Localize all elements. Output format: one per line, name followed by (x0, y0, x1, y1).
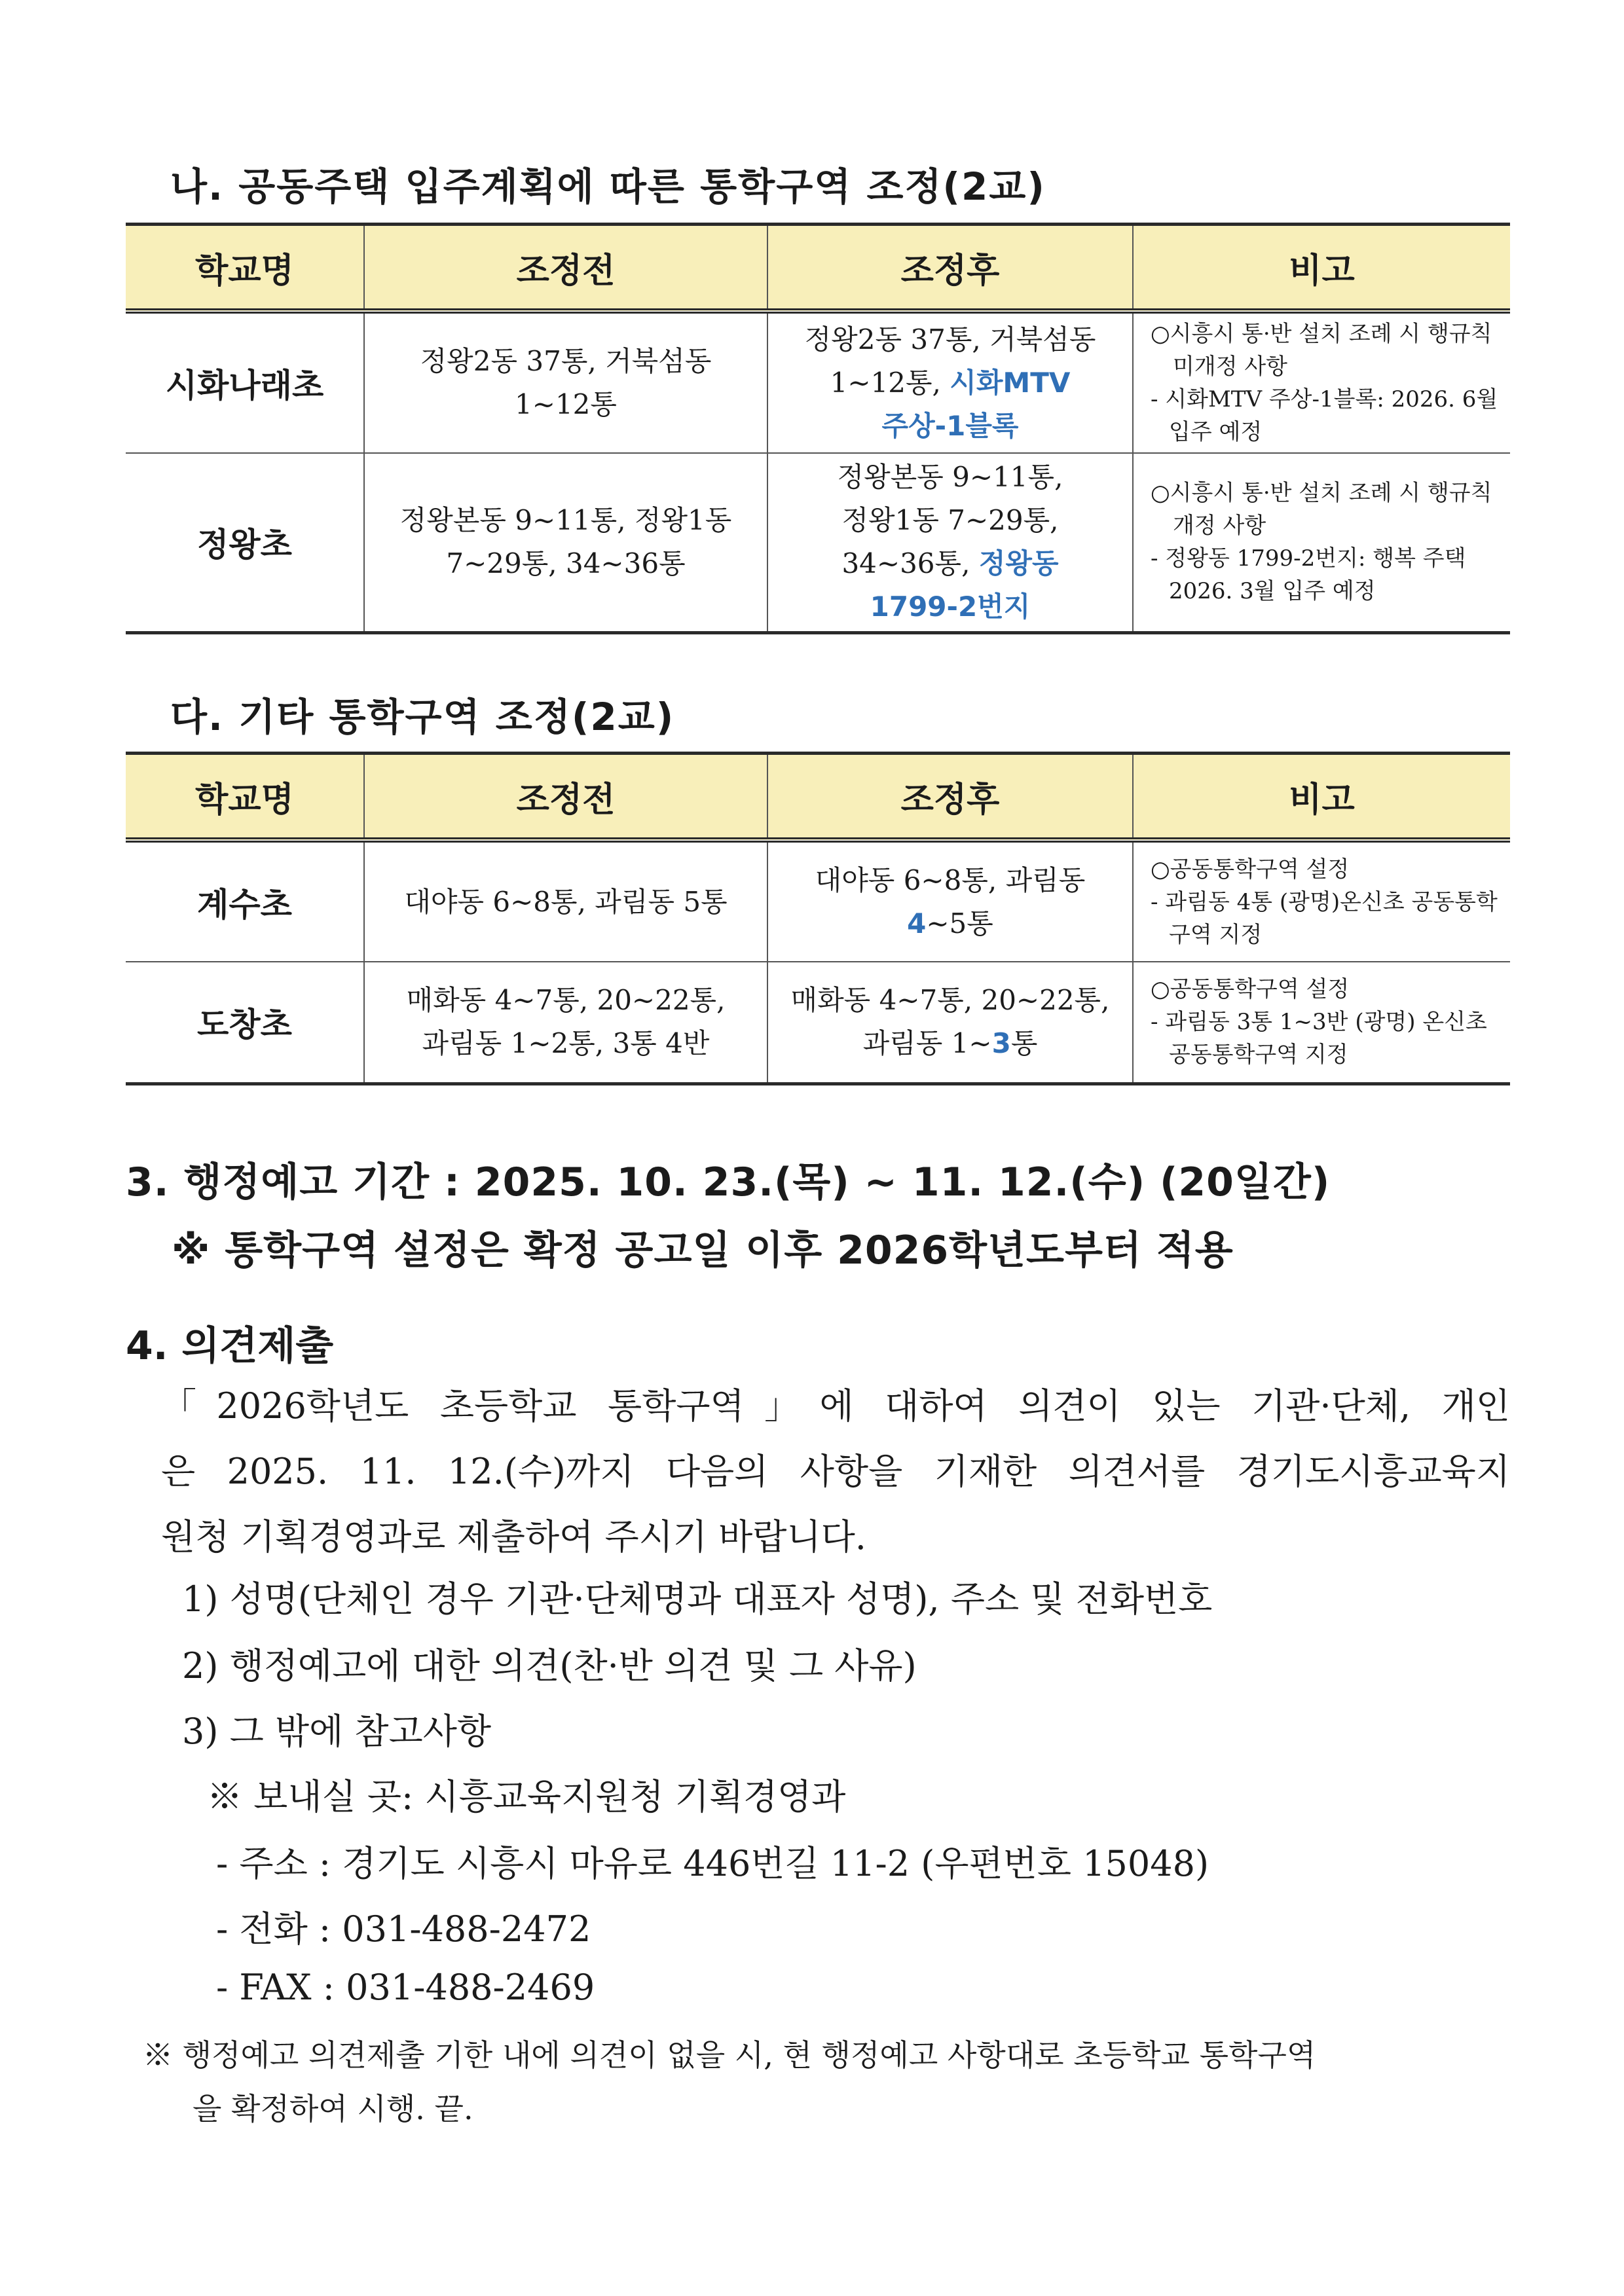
after-cell (767, 840, 1133, 962)
table-header-row (126, 754, 1510, 841)
header-after: 조정후 (767, 225, 1133, 312)
before-text: 정왕2동 37통, 거북섬동 (420, 345, 712, 377)
after-text: ~5통 (926, 907, 993, 939)
list-item: 3) 그 밖에 참고사항 (182, 1711, 492, 1752)
note-text: ○공동통학구역 설정 (1151, 976, 1350, 1003)
before-cell (364, 453, 767, 632)
note-cell (1133, 840, 1510, 962)
section3-title: 3. 행정예고 기간 : 2025. 10. 23.(목) ~ 11. 12.(수) (20일간) (126, 1159, 1331, 1205)
paragraph-line: 원청 기획경영과로 제출하여 주시기 바랍니다. (161, 1516, 866, 1558)
note-text: - 과림동 4통 (광명)온신초 공동통학구역 지정 (1151, 888, 1498, 948)
header-note: 비고 (1133, 225, 1510, 312)
after-highlight: 4 (907, 907, 927, 939)
table-row (126, 840, 1510, 962)
header-before: 조정전 (364, 225, 767, 312)
before-text: 대야동 6~8통, 과림동 5통 (404, 885, 728, 918)
after-highlight: 정왕동 (978, 547, 1059, 580)
after-text: 대야동 6~8통, 과림동 (815, 864, 1086, 896)
after-highlight: 1799-2번지 (870, 591, 1031, 623)
header-note: 비고 (1133, 754, 1510, 841)
before-text: 1~12통 (515, 388, 617, 420)
contact-phone: - 전화 : 031-488-2472 (216, 1908, 591, 1950)
section-na-title: 나. 공동주택 입주계획에 따른 통학구역 조정(2교) (170, 164, 1046, 209)
after-text: 통 (1010, 1027, 1038, 1060)
after-cell (767, 453, 1133, 632)
before-cell (364, 311, 767, 453)
header-before: 조정전 (364, 754, 767, 841)
list-item: 1) 성명(단체인 경우 기관·단체명과 대표자 성명), 주소 및 전화번호 (182, 1578, 1213, 1620)
contact-fax: - FAX : 031-488-2469 (216, 1967, 595, 2008)
before-text: 매화동 4~7통, 20~22통, (406, 984, 726, 1017)
contact-address: - 주소 : 경기도 시흥시 마유로 446번길 11-2 (우편번호 15048) (216, 1843, 1209, 1884)
table-row (126, 453, 1510, 632)
section4-paragraph (161, 1374, 1510, 1570)
before-cell (364, 962, 767, 1084)
section-da-title: 다. 기타 통학구역 조정(2교) (170, 695, 675, 739)
note-cell (1133, 962, 1510, 1084)
after-cell (767, 311, 1133, 453)
note-text: - 시화MTV 주상-1블록: 2026. 6월 입주 예정 (1151, 386, 1498, 445)
after-text: 정왕본동 9~11통, (837, 461, 1063, 494)
note-cell (1133, 453, 1510, 632)
table-other-adjustment (126, 752, 1510, 1085)
section3-note: ※ 통학구역 설정은 확정 공고일 이후 2026학년도부터 적용 (172, 1228, 1234, 1273)
before-text: 정왕본동 9~11통, 정왕1동 (399, 504, 732, 537)
note-cell (1133, 311, 1510, 453)
after-highlight: 주상-1블록 (881, 410, 1019, 442)
note-text: ○시흥시 통·반 설치 조례 시 행규칙 개정 사항 (1151, 480, 1492, 539)
table-housing-adjustment (126, 223, 1510, 634)
final-note-line: 을 확정하여 시행. 끝. (193, 2091, 473, 2126)
after-highlight: 시화MTV (950, 367, 1071, 399)
after-text: 정왕1동 7~29통, (841, 504, 1059, 537)
table-header-row (126, 225, 1510, 312)
note-text: - 과림동 3통 1~3반 (광명) 온신초 공동통학구역 지정 (1151, 1009, 1487, 1068)
note-text: - 정왕동 1799-2번지: 행복 주택 2026. 3월 입주 예정 (1151, 545, 1466, 605)
after-text: 정왕2동 37통, 거북섬동 (804, 323, 1096, 355)
paragraph-line: 은 2025. 11. 12.(수)까지 다음의 사항을 기재한 의견서를 경기도시흥교육지 (161, 1451, 1510, 1492)
note-text: ○시흥시 통·반 설치 조례 시 행규칙 미개정 사항 (1151, 321, 1492, 380)
section4-title: 4. 의견제출 (126, 1323, 334, 1369)
final-note-line: ※ 행정예고 의견제출 기한 내에 의견이 없을 시, 현 행정예고 사항대로 초등학교 통학구역 (143, 2037, 1316, 2073)
list-item: 2) 행정예고에 대한 의견(찬·반 의견 및 그 사유) (182, 1645, 917, 1686)
after-text: 과림동 1~ (862, 1027, 992, 1060)
before-text: 과림동 1~2통, 3통 4반 (422, 1027, 710, 1060)
after-text: 34~36통, (841, 547, 979, 580)
send-to: ※ 보내실 곳: 시흥교육지원청 기획경영과 (207, 1776, 846, 1817)
after-text: 매화동 4~7통, 20~22통, (790, 984, 1110, 1017)
after-highlight: 3 (991, 1027, 1011, 1060)
school-name: 도창초 (126, 962, 364, 1084)
school-name: 계수초 (126, 840, 364, 962)
after-cell (767, 962, 1133, 1084)
header-school: 학교명 (126, 754, 364, 841)
header-after: 조정후 (767, 754, 1133, 841)
school-name: 시화나래초 (126, 311, 364, 453)
final-note (143, 2028, 1511, 2136)
table-row (126, 311, 1510, 453)
before-text: 7~29통, 34~36통 (446, 547, 686, 580)
school-name: 정왕초 (126, 453, 364, 632)
note-text: ○공동통학구역 설정 (1151, 856, 1350, 883)
after-text: 1~12통, (830, 367, 950, 399)
header-school: 학교명 (126, 225, 364, 312)
paragraph-line: 「2026학년도 초등학교 통학구역」에 대하여 의견이 있는 기관·단체, 개인 (161, 1385, 1510, 1427)
before-cell (364, 840, 767, 962)
table-row (126, 962, 1510, 1084)
